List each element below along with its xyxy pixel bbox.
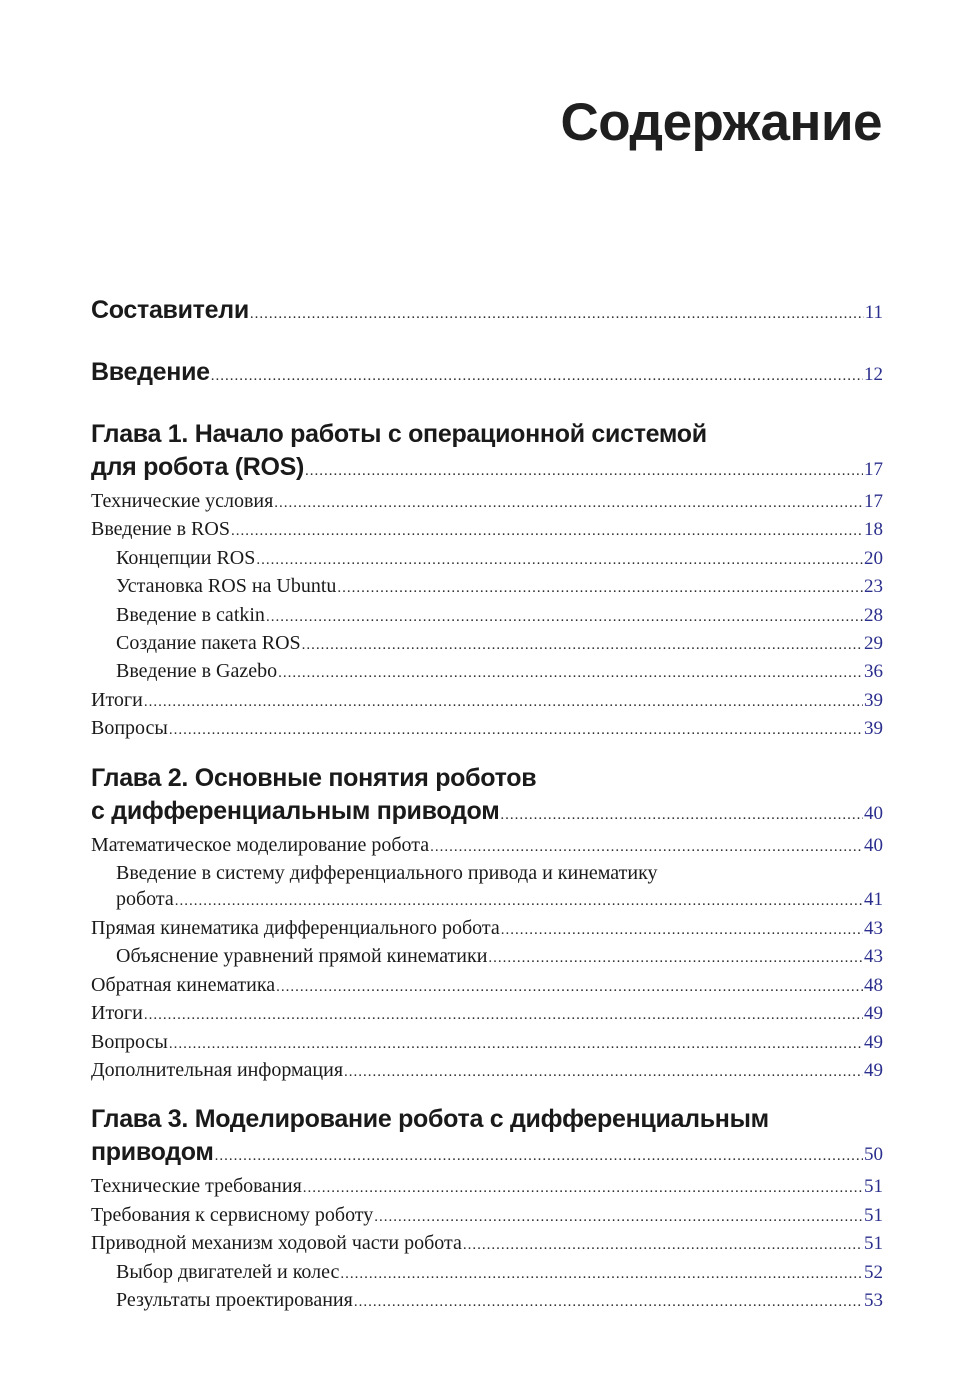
toc-page-number: 52 — [864, 1261, 883, 1283]
toc-subentry[interactable] — [91, 658, 883, 686]
toc-subentry[interactable] — [91, 630, 883, 658]
toc-entry-label: Прямая кинематика дифференциального робота — [91, 916, 500, 939]
toc-subentry[interactable] — [91, 1287, 883, 1315]
dot-leader — [250, 298, 864, 330]
toc-entry-contributors[interactable] — [91, 294, 883, 330]
chapter-2 — [91, 762, 883, 1086]
toc-entry-label: Технические требования — [91, 1175, 302, 1198]
toc-entry[interactable] — [91, 516, 883, 544]
chapter-heading[interactable] — [91, 1136, 883, 1173]
dot-leader — [302, 632, 863, 658]
toc-entry-label: робота — [116, 888, 174, 911]
dot-leader — [215, 1140, 863, 1173]
toc-entry-label: Математическое моделирование робота — [91, 833, 430, 856]
toc-entry[interactable] — [91, 1029, 883, 1057]
dot-leader — [500, 799, 863, 832]
chapter-heading[interactable] — [91, 795, 883, 832]
page-title: Содержание — [560, 93, 882, 152]
toc-entry[interactable] — [91, 832, 883, 860]
toc-entry-label: Технические условия — [91, 490, 274, 512]
toc-page-number: 43 — [864, 917, 883, 939]
toc-entry-label: Дополнительная информация — [91, 1058, 344, 1081]
toc-page-number: 40 — [864, 834, 883, 856]
toc-entry[interactable] — [91, 1173, 883, 1201]
dot-leader — [354, 1289, 863, 1315]
chapter-1 — [91, 418, 883, 744]
dot-leader — [303, 1175, 863, 1201]
table-of-contents — [91, 294, 883, 1333]
dot-leader — [340, 1261, 863, 1287]
toc-entry[interactable] — [91, 687, 883, 715]
toc-page-number: 20 — [864, 547, 883, 569]
toc-entry-label: Введение в Gazebo — [116, 660, 278, 683]
toc-page-number: 51 — [864, 1204, 883, 1226]
dot-leader — [463, 1232, 863, 1258]
toc-entry-label: Составители — [91, 296, 249, 324]
toc-page-number: 39 — [864, 689, 883, 711]
toc-page-number: 50 — [864, 1144, 883, 1166]
toc-subentry[interactable] — [91, 1259, 883, 1287]
dot-leader — [501, 917, 863, 943]
toc-entry[interactable] — [91, 488, 883, 516]
dot-leader — [175, 888, 863, 914]
toc-page-number: 39 — [864, 718, 883, 740]
toc-entry-label: Вопросы — [91, 1030, 168, 1053]
dot-leader — [430, 834, 863, 860]
toc-entry[interactable] — [91, 715, 883, 743]
toc-entry-label: Установка ROS на Ubuntu — [116, 575, 337, 598]
toc-subentry-line1[interactable]: Введение в систему дифференциального привода и кинематику — [116, 862, 658, 885]
dot-leader — [211, 360, 863, 392]
toc-entry-label: Объяснение уравнений прямой кинематики — [116, 945, 488, 968]
chapter-3 — [91, 1103, 883, 1315]
dot-leader — [266, 604, 863, 630]
toc-page-number: 23 — [864, 576, 883, 598]
toc-page-number: 49 — [864, 1003, 883, 1025]
toc-page-number: 51 — [864, 1233, 883, 1255]
toc-subentry[interactable] — [91, 943, 883, 971]
toc-page-number: 51 — [864, 1176, 883, 1198]
chapter-heading-line1[interactable]: Глава 3. Моделирование робота с дифференциальным — [91, 1105, 769, 1134]
toc-page-number: 17 — [864, 491, 883, 512]
toc-page-number: 43 — [864, 946, 883, 968]
dot-leader — [144, 1002, 863, 1028]
toc-page-number: 40 — [864, 802, 883, 824]
dot-leader — [144, 689, 863, 715]
toc-entry-label: Создание пакета ROS — [116, 632, 301, 655]
toc-entry-label: Концепции ROS — [116, 546, 256, 569]
toc-entry-label: Введение — [91, 358, 210, 386]
toc-subentry[interactable] — [91, 545, 883, 573]
toc-page-number: 17 — [864, 459, 883, 480]
toc-entry-label: Вопросы — [91, 717, 168, 740]
chapter-heading-line2: с дифференциальным приводом — [91, 796, 500, 825]
dot-leader — [256, 547, 863, 573]
toc-subentry[interactable] — [91, 886, 883, 914]
toc-page-number: 12 — [864, 364, 883, 385]
toc-entry-label: Выбор двигателей и колес — [116, 1260, 340, 1283]
toc-entry[interactable] — [91, 1230, 883, 1258]
toc-page-number: 11 — [864, 302, 883, 323]
toc-entry[interactable] — [91, 915, 883, 943]
dot-leader — [169, 717, 863, 743]
toc-entry[interactable] — [91, 1202, 883, 1230]
toc-page-number: 18 — [864, 519, 883, 541]
toc-entry-label: Обратная кинематика — [91, 973, 276, 996]
toc-page-number: 36 — [864, 661, 883, 683]
dot-leader — [344, 1059, 863, 1085]
chapter-heading-line1[interactable]: Глава 1. Начало работы с операционной системой — [91, 420, 707, 448]
dot-leader — [374, 1204, 863, 1230]
toc-page-number: 29 — [864, 633, 883, 655]
toc-entry[interactable] — [91, 1057, 883, 1085]
chapter-heading-line2: для робота (ROS) — [91, 453, 305, 481]
chapter-heading[interactable] — [91, 451, 883, 488]
toc-entry-label: Итоги — [91, 1002, 143, 1025]
dot-leader — [305, 455, 863, 488]
toc-page-number: 41 — [864, 889, 883, 911]
chapter-heading-line1[interactable]: Глава 2. Основные понятия роботов — [91, 763, 537, 792]
dot-leader — [231, 518, 863, 544]
toc-entry-label: Итоги — [91, 688, 143, 711]
toc-page-number: 53 — [864, 1289, 883, 1311]
toc-page-number: 49 — [864, 1059, 883, 1081]
toc-subentry[interactable] — [91, 573, 883, 601]
toc-entry[interactable] — [91, 1000, 883, 1028]
toc-page-number: 49 — [864, 1031, 883, 1053]
toc-entry-label: Введение в catkin — [116, 603, 265, 626]
dot-leader — [278, 660, 863, 686]
toc-entry-label: Введение в ROS — [91, 518, 230, 541]
toc-page-number: 28 — [864, 604, 883, 626]
toc-entry-label: Приводной механизм ходовой части робота — [91, 1232, 462, 1255]
dot-leader — [276, 974, 863, 1000]
dot-leader — [488, 945, 863, 971]
dot-leader — [337, 575, 863, 601]
toc-entry[interactable] — [91, 972, 883, 1000]
dot-leader — [169, 1031, 863, 1057]
chapter-heading-line2: приводом — [91, 1138, 214, 1167]
toc-entry-label: Требования к сервисному роботу — [91, 1203, 374, 1226]
dot-leader — [274, 490, 863, 516]
toc-entry-label: Результаты проектирования — [116, 1288, 353, 1311]
toc-entry-introduction[interactable] — [91, 356, 883, 392]
toc-subentry[interactable] — [91, 602, 883, 630]
toc-page-number: 48 — [864, 974, 883, 996]
